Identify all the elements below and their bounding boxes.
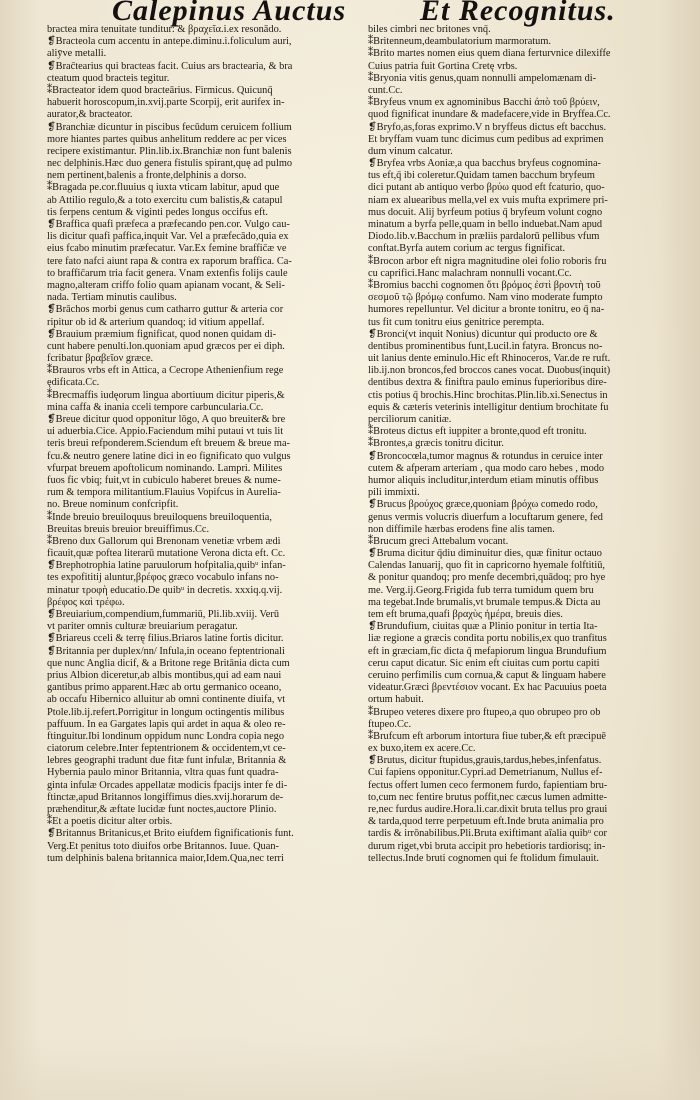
text-line: rum & tempora militantium.Flauius Vopifcus in Aurelia- (47, 487, 281, 499)
text-line: ftupeo.Cc. (368, 718, 412, 730)
text-line: ❡Brundufium, ciuitas quæ a Plinio ponitur in tertia Ita- (368, 621, 598, 633)
text-line: ab occafu Hibernico alluitur ab omni continente diuifa, vt (47, 694, 286, 706)
text-line: ❡Bryfea vrbs Aoniæ,a qua bacchus bryfeus cognomina- (368, 158, 602, 170)
text-line: ⁑Breno dux Gallorum qui Brenonam venetiæ vrbem ædi (47, 535, 281, 547)
text-line: lis dicitur quafi paffica,inquit Var. Vel a præfecādo,quia ex (47, 231, 289, 243)
text-line: fcu.& neutro genere latine dici in eo fignificato quo vulgus (47, 450, 291, 462)
text-line: gantibus primo apparent.Hæc ab ortu germanico oceano, (47, 682, 282, 694)
text-line: ❡Brutus, dicitur ftupidus,grauis,tardus,hebes,infenfatus. (368, 755, 602, 767)
text-line: ⁑Bryonia vitis genus,quam nonnulli ampelomænam di- (368, 72, 597, 84)
text-line: ❡Branchiæ dicuntur in piscibus fecūdum ceruicem follium (47, 121, 292, 133)
text-line: bractea mira tenuitate tunditur: & βραχεῖα.i.ex resonādo. (47, 24, 282, 35)
running-head-right: Et Recognitus. (420, 0, 616, 27)
text-line: liæ regione a græcis condita portu nobilis,ex quo tranfitus (368, 633, 607, 645)
text-line: tus fit cum tonitru eius genitrice perempta. (368, 316, 545, 328)
page-margin-bottom (0, 1035, 700, 1100)
text-line: ⁑Bracteator idem quod bracteārius. Firmicus. Quicunq̄ (47, 84, 273, 96)
text-line: durum riget,vbi bruta accipit pro hebetioris tardiorisq; in- (368, 840, 606, 852)
text-line: ficauit,quæ poftea literarū mutatione Verona dicta eft. Cc. (47, 548, 286, 560)
text-line: cutem & afperam arteriam , qua modo caro hebes , modo (368, 462, 605, 474)
text-line: teris breui refponderem.Sciendum eft breuem & breue ma- (47, 438, 290, 450)
text-line: & ponitur quandoq; pro menfe decembri,quādoq; pro hye (368, 572, 606, 584)
text-line: eius fcabo minutim præfecatur. Var.Ex femine braffic̄æ ve (47, 243, 287, 255)
text-line: ⁑Et a poetis dicitur alter orbis. (47, 816, 173, 828)
text-line: Et bryffam vuam tunc dicimus cum pedibus ad exprimen (368, 133, 604, 145)
text-line: tellectus.Inde bruti cognomen qui fe ftolidum fimulauit. (368, 852, 599, 864)
text-line: nec delphinis.Hæc duo genera fistulis spirant,quę ad pulmo (47, 158, 293, 170)
text-line: perciliorum canitiæ. (368, 414, 452, 425)
text-line: humores repelluntur. Vel dicitur a bronte tonitru, eo q̄ na- (368, 304, 605, 316)
text-line: humor aliquis includitur,interdum etiam minutis offibus (368, 474, 599, 486)
right-column (368, 24, 680, 865)
text-line: ❡Brephotrophia latine paruulorum hofpitalia,quibᵘ infan- (47, 560, 286, 572)
text-line: nem pertinent,balenis a fronte,delphinis a dorso. (47, 170, 247, 182)
text-line: Verg.Et penitus toto diuifos orbe Britannos. Iuue. Quan- (47, 840, 279, 852)
text-line: ripitur ob id & arterium quandoq; id vitium appellaf. (47, 316, 265, 328)
text-line: ftinguitur.Ibi londinum oppidum nunc Londra copia nego (47, 730, 285, 742)
text-line: lebres geographi tradunt due fitæ funt infulæ, Britannia & (47, 755, 287, 767)
text-line: more hiantes partes quibus anhelitum reddere ac per vices (47, 133, 287, 145)
text-line: cunt.Cc. (368, 84, 403, 96)
text-line: tis ferpens centum & viginti pedes longus occifus eft. (47, 206, 268, 218)
text-line: ⁑Brito martes nomen eius quem diana ferturvnice dilexiffe (368, 48, 611, 60)
text-line: cunt habere penulti.lon.quoniam apud græcos per ei diph. (47, 340, 285, 352)
text-line: fuos fic vbiq; fuit,vt in cubiculo haberet breues & nume- (47, 474, 281, 486)
text-line: minatur τροφὴ educatio.De quibᵘ in decretis. xxxiq.q.vij. (47, 584, 283, 596)
text-line: fectus offert lumen ceco fermonem furdo, fapientiam bru- (368, 779, 608, 791)
text-line: ❡Brauium præmium fignificat, quod nonen quidam di- (47, 328, 277, 340)
text-line: ❡Brāchos morbi genus cum catharro guttur & arteria cor (47, 304, 284, 316)
text-line: biles cimbri nec britones vnq̄. (368, 24, 491, 35)
text-line: tere fato nafci aiunt rapa & contra ex raporum braffica. Ca- (47, 255, 292, 267)
text-line: conftat.Byrfa autem corium ac tergus fignificat. (368, 243, 566, 255)
text-line: ⁑Brauros vrbs eft in Attica, a Cecrope Athenienfium rege (47, 365, 284, 377)
left-column (47, 24, 359, 865)
text-line: ❡Bruma dicitur q̄diu diminuitur dies, quæ finitur octauo (368, 548, 602, 560)
text-line: ma tegebat.Inde brumalis,vt brumale tempus.& Dicta au (368, 596, 601, 608)
text-line: ui aduerbia.Cice. Appio.Faciendum mihi putaui vt tuis lit (47, 426, 284, 438)
text-line: ❡Broncocœla,tumor magnus & rotundus in ceruice inter (368, 450, 603, 462)
text-line: no. Breue nominum confcripfit. (47, 499, 179, 511)
text-line: ginta infulæ Orcades appellatæ modicis fpacijs inter fe di- (47, 779, 288, 791)
text-line: ❡Britannus Britanicus,et Brito eiufdem fignificationis funt. (47, 828, 294, 840)
text-line: Diodo.lib.v.Bacchum in præliis pardalorū pellibus vfum (368, 231, 600, 243)
text-line: uit lanius dente eminulo.Hic eft Rhinoceros, Var.de re ruft. (368, 353, 611, 365)
text-line: ❡Breue dicitur quod opponitur lōgo, A quo breuiter& bre (47, 414, 286, 425)
text-line: ⁑Bryfeus vnum ex agnominibus Bacchi ἀπὸ τοῦ βρύειν, (368, 97, 600, 109)
text-line: tum delphinis balena britannica maior,Idem.Qua,nec terri (47, 852, 284, 864)
text-line: ⁑Inde breuio breuiloquus breuiloquens breuiloquentia, (47, 511, 272, 523)
text-line: lib.ij.non broncos,fed broccos canes vocat. Duobus(inquit) (368, 365, 611, 377)
text-line: dentibus dextra & finiftra paulo eminus fuperioribus dire- (368, 377, 607, 389)
text-line: ⁑Bragada pe.cor.fluuius q iuxta vticam labitur, apud que (47, 182, 280, 194)
text-line: habuerit horoscopum,in.xvij.parte Scorpij, erit aurifex in- (47, 97, 285, 109)
text-line: non diffimile hærbas erodens fine alis tamen. (368, 523, 555, 535)
text-line: recipere existimantur. Plin.lib.ix.Branchiæ non funt balenis (47, 145, 292, 157)
text-line: σεσμοῦ τῷ βρόμῳ confumo. Nam vino moderate fumpto (368, 292, 603, 304)
text-line: ortum habuit. (368, 694, 424, 706)
text-line: eft in græciam,fic dicta q̄ mefapiorum lingua Brundufium (368, 645, 607, 657)
text-line: pili immixti. (368, 487, 420, 499)
text-line: cteatum quod bracteis tegitur. (47, 72, 170, 84)
text-line: ❡Britannia per duplex/nn/ Infula,in oceano feptentrionali (47, 645, 285, 657)
text-line: ctis potius q̄ brochis.Hinc brochitas.Plin.lib.xi.Senectus in (368, 389, 608, 401)
text-line: tes expofititij aluntur,βρέφος græco vocabulo infans no- (47, 572, 279, 584)
text-line: Ptole.lib.ij.refert.Porrigitur in longum octingentis milibus (47, 706, 285, 718)
text-line: videatur.Græci βρεντέσιον vocant. Ex hac Pacuuius poeta (368, 682, 607, 694)
text-line: me. Verg.ij.Georg.Frigida fub terra tumidum quem bru (368, 584, 594, 596)
text-line: dentibus prominentibus funt,Lucil.in fatyra. Broncus no- (368, 340, 603, 352)
text-line: Cuius patria fuit Gortina Cretę vrbs. (368, 60, 518, 72)
text-line: ⁑Britenneum,deambulatorium marmoratum. (368, 36, 551, 48)
text-line: Calendas Ianuarij, quo fit in capricorno hyemale folftitiū, (368, 560, 605, 572)
text-line: ceruı caput dicatur. Sic enim eft ciuitas cum portu capiti (368, 657, 600, 669)
text-line: quod fignificat inundare & madefacere,vide in Bryffea.Cc. (368, 109, 611, 121)
text-line: ❡Breuiarium,compendium,fummariū, Pli.lib.xviij. Verū (47, 609, 279, 620)
text-line: dici putant ab antiquo verbo βρύω quod eft fcaturio, quo- (368, 182, 605, 194)
text-line: tardis & irrōnabilibus.Pli.Bruta exiftimant aīalia quibᵘ cor (368, 828, 607, 840)
text-line: vfurpat breuem apoftolicum nominando. Lampri. Milites (47, 462, 283, 474)
text-line: ędificata.Cc. (47, 377, 100, 389)
text-line: ciatorum celebre.Inter feptentrionem & occidentem,vt ce- (47, 743, 286, 755)
text-line: & tarda,quod terre perpetuum eft.Inde bruta animalia pro (368, 816, 604, 828)
text-line: cu caprifici.Hanc malachram nonnulli vocant.Cc. (368, 267, 572, 279)
text-line: ❡Brucus βρούχος græce,quoniam βρόχω comedo rodo, (368, 499, 598, 511)
text-line: aurator,& bracteator. (47, 109, 133, 121)
text-line: magno,alteram criffo folio quam apianam vocant, & Seli- (47, 279, 285, 291)
text-line: βρέφος καὶ τρέφω. (47, 596, 125, 608)
running-head-left: Calepinus Auctus (112, 0, 347, 27)
text-line: ⁑Brucum greci Attebalum vocant. (368, 535, 509, 547)
text-line: ⁑Brocon arbor eft nigra magnitudine olei folio roboris fru (368, 255, 607, 267)
text-line: paffuum. In ea Gargates lapis qui ardet in aqua & oleo re- (47, 718, 286, 730)
text-line: mus docuit. Alij byrfeum potius q̄ bryfeum volunt cogno (368, 206, 603, 218)
text-line: dum vinum calcatur. (368, 145, 453, 157)
text-line: genus vermis volucris diuerfum a locuftarum genere, fed (368, 511, 603, 523)
text-line: præhenditur,& æftate lucidæ funt noctes,auctore Plinio. (47, 804, 277, 815)
text-line: vt pariter omnis culturæ breuiarium peragatur. (47, 621, 238, 633)
text-line: ⁑Brupeo veteres dixere pro ftupeo,a quo obrupeo pro ob (368, 706, 601, 718)
text-line: ⁑Brontes,a græcis tonitru dicitur. (368, 438, 504, 450)
text-line: to,cum nec fentire brutus poffit,nec cæcus lumen admitte- (368, 791, 608, 803)
text-line: ⁑Brufcum eft arborum intortura fiue tuber,& eft præcipuē (368, 730, 606, 742)
text-line: ❡Bryfo,as,foras exprimo.V n bryffeus dictus eft bacchus. (368, 121, 607, 133)
text-line: que nunc Anglia dicif, & a Britone rege Britānia dicta cum (47, 657, 290, 669)
text-line: nada. Tertiam minutis caulibus. (47, 292, 177, 304)
text-line: ⁑Bromius bacchi cognomen ὅτι βρόμος ἐστὶ βροντὴ τοῦ (368, 279, 601, 291)
text-line: equis & cæteris veterinis intelligitur dentium brochitate fu (368, 401, 609, 413)
text-line: ⁑Brecmaffis iudęorum lingua abortiuum dicitur piperis,& (47, 389, 285, 401)
text-line: ex buxo,item ex acere.Cc. (368, 743, 476, 755)
text-line: minatum a byrfa pelle,quam in bello induebat.Nam apud (368, 219, 603, 230)
text-line: aliȳve metalli. (47, 48, 107, 60)
text-line: re,nec furdus audire.Hora.li.car.dixit bruta tellus pro graui (368, 804, 608, 815)
text-line: ftinctæ,apud Britannos longiffimus dies.xvij.horarum de- (47, 791, 284, 803)
text-line: ❡Briareus cceli & terrę filius.Briaros latine fortis dicitur. (47, 633, 284, 645)
text-line: ab Attilio regulo,& a toto exercitu cum balistis,& catapul (47, 194, 283, 206)
text-line: ❡Bronci(vt inquit Nonius) dicuntur qui producto ore & (368, 328, 598, 340)
text-line: to braffic̄arum tria facit genera. Vnam extenfis folijs caule (47, 267, 288, 279)
text-line: tem eft bruma,quafi βραχὺς ἡμέρα, breuis dies. (368, 609, 563, 620)
text-line: niam ex aluearibus mella,vel ex vuis mufta exprimere pri- (368, 194, 608, 206)
text-line: fcribatur βραβεῖον græce. (47, 353, 154, 365)
text-line: ❡Brac̄tearius qui bracteas facit. Cuius ars bractearia, & bra (47, 60, 293, 72)
text-line: ❡Bracteola cum accentu in antepe.diminu.i.foliculum auri, (47, 36, 292, 48)
text-line: ⁑Broteus dictus eft iuppiter a bronte,quod eft tronitu. (368, 426, 587, 438)
text-line: ceruino perfimilis cum cornua,& caput & linguam habere (368, 669, 606, 681)
text-line: ❡Braffica quafi præfeca a præfecando pen.cor. Vulgo cau- (47, 219, 290, 230)
text-line: Hybernia paulo minor Britannia, vltra quas funt quadra- (47, 767, 279, 779)
text-line: tus eft,q̄ ibi coleretur.Quidam tamen bacchum bryfeum (368, 170, 595, 182)
text-line: prius Albion diceretur,ab albis montibus,qui ad eam naui (47, 669, 282, 681)
text-line: Cui fapiens opponitur.Cypri.ad Demetrianum, Nullus ef- (368, 767, 603, 779)
text-line: mina caffa & inania cceli tempore carbuncularia.Cc. (47, 401, 264, 413)
text-line: Breuitas breuis breuior breuiffimus.Cc. (47, 523, 210, 535)
